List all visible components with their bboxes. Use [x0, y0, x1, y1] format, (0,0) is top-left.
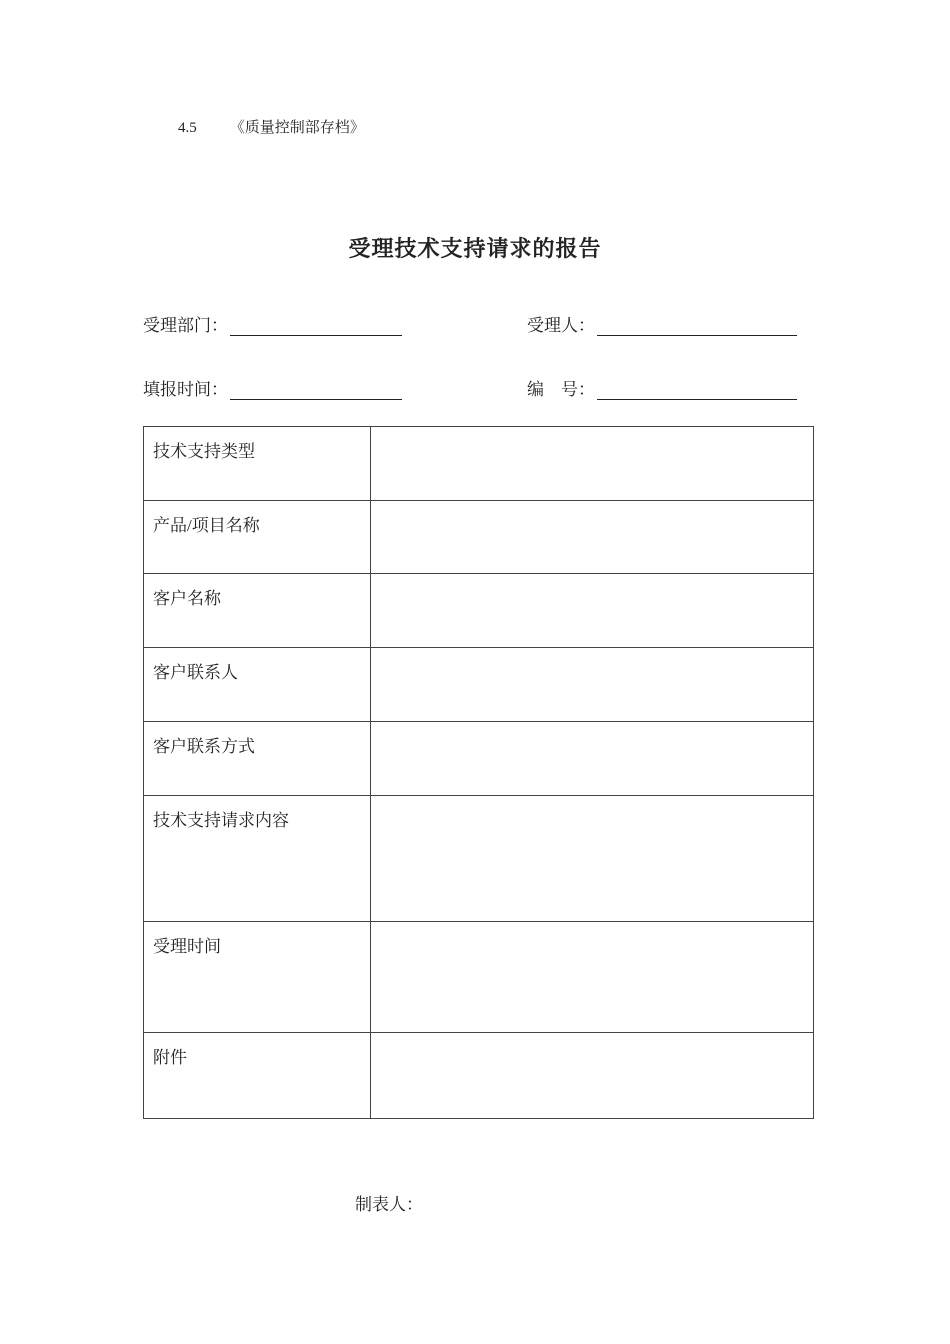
row-value-cell[interactable]: [371, 427, 814, 501]
table-row: [144, 922, 814, 1033]
preparer-label: 制表人：: [355, 1195, 423, 1214]
row-label: 客户联系方式: [144, 722, 371, 796]
fill-time-label: 填报时间：: [143, 380, 228, 399]
row-value-cell[interactable]: [371, 648, 814, 722]
handler-label: 受理人：: [527, 316, 595, 335]
row-label: 受理时间: [144, 922, 371, 1033]
row-label: 附件: [144, 1033, 371, 1119]
table-row: [144, 1033, 814, 1119]
row-value-cell[interactable]: [371, 722, 814, 796]
row-label: 技术支持请求内容: [144, 796, 371, 922]
handler-field: [527, 311, 797, 336]
row-value-cell[interactable]: [371, 501, 814, 574]
table-row: [144, 796, 814, 922]
row-value-cell[interactable]: [371, 922, 814, 1033]
number-field: [527, 375, 797, 400]
table-row: [144, 722, 814, 796]
request-table: [143, 426, 814, 1119]
row-value-cell[interactable]: [371, 574, 814, 648]
row-label: 客户名称: [144, 574, 371, 648]
row-value-cell[interactable]: [371, 1033, 814, 1119]
fill-time-input-line[interactable]: [230, 381, 402, 400]
row-value-cell[interactable]: [371, 796, 814, 922]
section-text: 《质量控制部存档》: [229, 120, 365, 136]
section-number: 4.5: [178, 120, 197, 136]
page-title: 受理技术支持请求的报告: [348, 237, 602, 262]
section-heading: [178, 116, 365, 137]
fill-time-field: [143, 375, 402, 400]
row-label: 产品/项目名称: [144, 501, 371, 574]
dept-label: 受理部门：: [143, 316, 228, 335]
handler-input-line[interactable]: [597, 317, 797, 336]
table-row: [144, 427, 814, 501]
table-row: [144, 574, 814, 648]
number-input-line[interactable]: [597, 381, 797, 400]
dept-field: [143, 311, 402, 336]
dept-input-line[interactable]: [230, 317, 402, 336]
number-label: 编 号：: [527, 380, 595, 399]
table-row: [144, 648, 814, 722]
row-label: 技术支持类型: [144, 427, 371, 501]
row-label: 客户联系人: [144, 648, 371, 722]
table-row: [144, 501, 814, 574]
